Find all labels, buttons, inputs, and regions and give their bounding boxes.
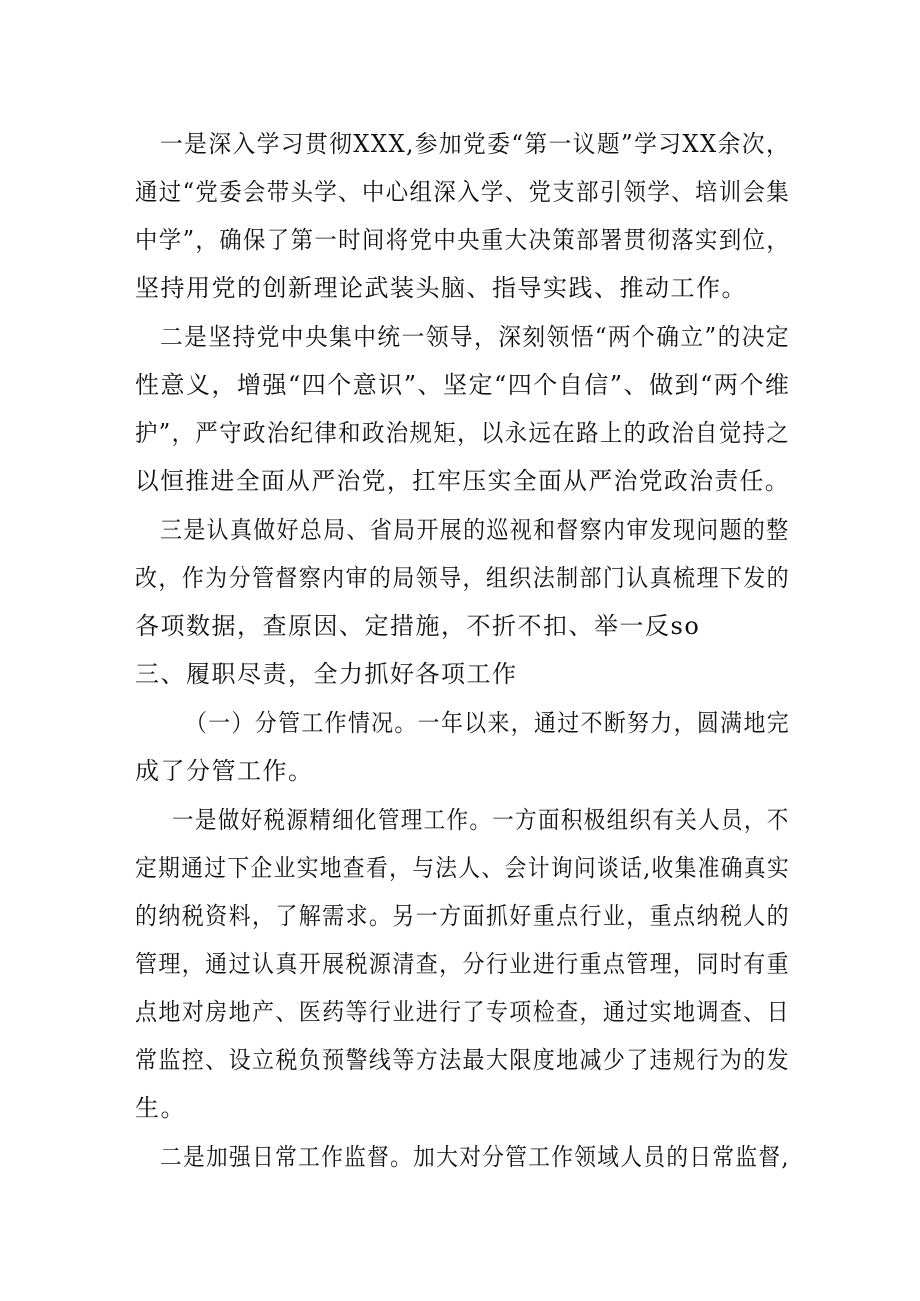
text-line: 二是坚持党中央集中统一领导，深刻领悟“两个确立”的决定 xyxy=(160,323,791,351)
section-title: 三、履职尽责，全力抓好各项工作 xyxy=(135,660,518,688)
text-line: 改，作为分管督察内审的局领导，组织法制部门认真梳理下发的 xyxy=(135,564,791,592)
text-line: 以恒推进全面从严治党，扛牢压实全面从严治党政治责任。 xyxy=(135,467,790,495)
text-line: 的纳税资料，了解需求。另一方面抓好重点行业，重点纳税人的 xyxy=(135,902,791,930)
text-line: （一）分管工作情况。一年以来，通过不断努力，圆满地完 xyxy=(185,709,790,737)
text-line: 常监控、设立税负预警线等方法最大限度地减少了违规行为的发 xyxy=(135,1046,791,1074)
text-line: 一是做好税源精细化管理工作。一方面积极组织有关人员，不 xyxy=(172,806,790,834)
text-line: 一是深入学习贯彻XXX,参加党委“第一议题”学习XX余次， xyxy=(160,130,791,158)
text-line: 成了分管工作。 xyxy=(135,757,314,785)
text-line: 通过“党委会带头学、中心组深入学、党支部引领学、培训会集 xyxy=(135,178,791,206)
text-line: 二是加强日常工作监督。加大对分管工作领域人员的日常监督, xyxy=(160,1143,790,1171)
text-line: 性意义，增强“四个意识”、坚定“四个自信”、做到“两个维 xyxy=(135,371,791,399)
text-line: 坚持用党的创新理论武装头脑、指导实践、推动工作。 xyxy=(135,274,747,302)
text-line: 点地对房地产、医药等行业进行了专项检查，通过实地调查、日 xyxy=(135,998,791,1026)
text-line: 各项数据，查原因、定措施，不折不扣、举一反so xyxy=(135,612,701,640)
text-line: 中学”，确保了第一时间将党中央重大决策部署贯彻落实到位， xyxy=(135,226,791,254)
text-line: 护”，严守政治纪律和政治规矩，以永远在路上的政治自觉持之 xyxy=(135,419,791,447)
text-line: 三是认真做好总局、省局开展的巡视和督察内审发现问题的整 xyxy=(160,516,790,544)
text-line: 管理，通过认真开展税源清查，分行业进行重点管理，同时有重 xyxy=(135,950,791,978)
text-line: 定期通过下企业实地查看，与法人、会计询问谈话,收集准确真实 xyxy=(135,854,791,882)
text-line: 生。 xyxy=(135,1094,186,1122)
